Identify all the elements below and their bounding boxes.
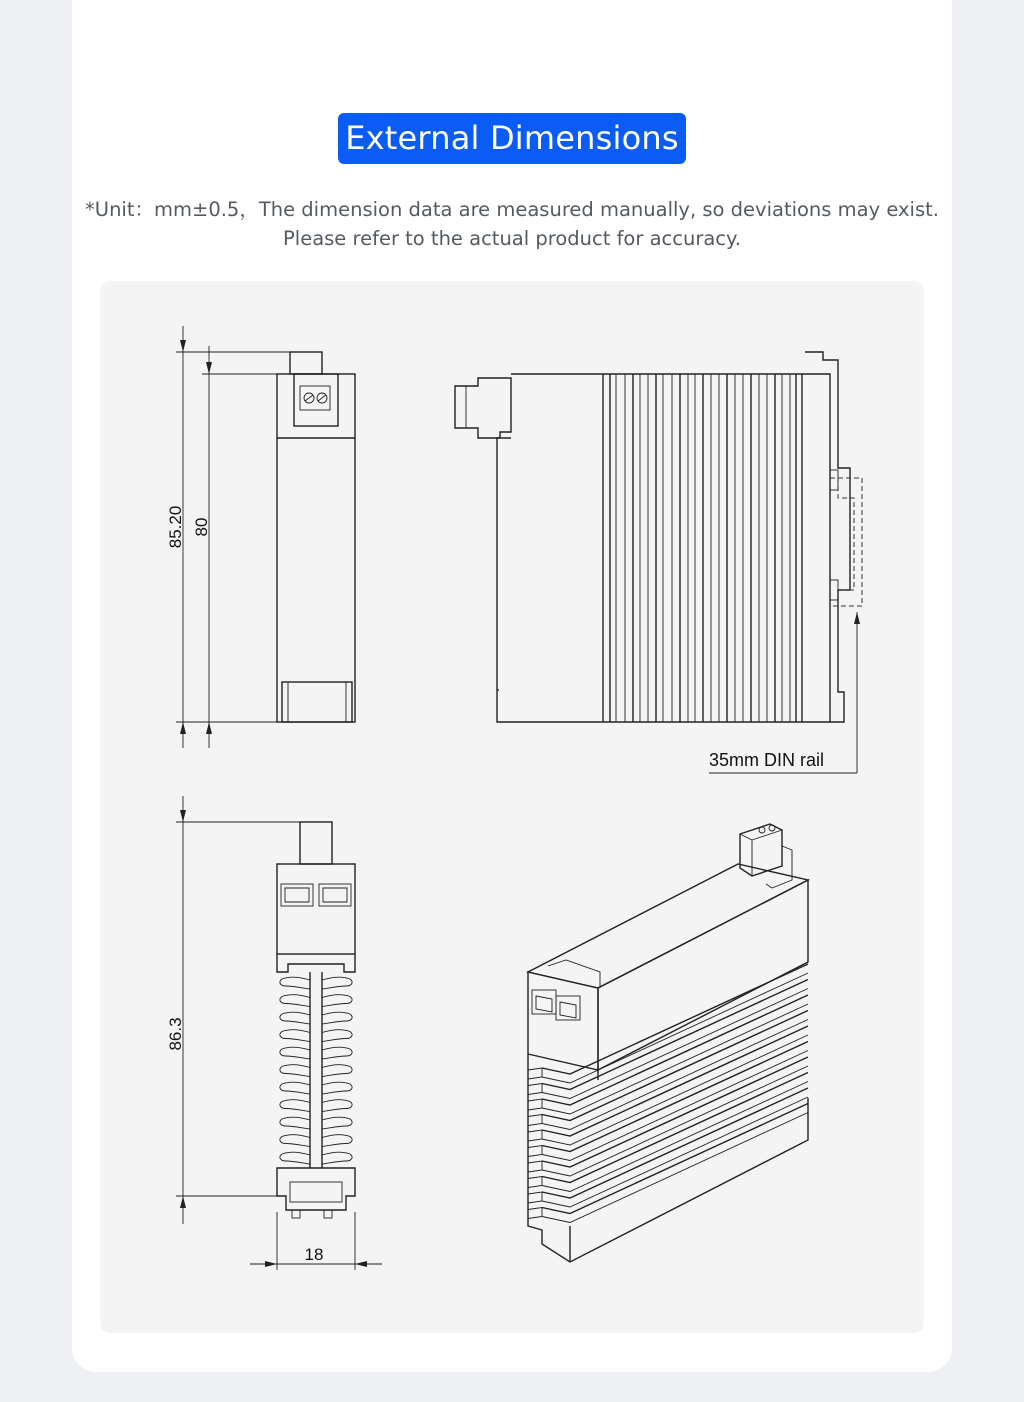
dim-height-body: 80 bbox=[192, 517, 211, 537]
heatsink-fin-right bbox=[322, 1100, 352, 1112]
heatsink-fin-left bbox=[280, 977, 310, 989]
side-view bbox=[455, 352, 862, 773]
iso-fin-edge bbox=[542, 1020, 808, 1130]
heatsink-fin-right bbox=[322, 1030, 352, 1042]
unit-note-line-1: *Unit：mm±0.5，The dimension data are measured manually, so deviations may exist. bbox=[85, 198, 939, 221]
unit-note-line-2: Please refer to the actual product for accuracy. bbox=[283, 227, 741, 250]
heatsink-fin-left bbox=[280, 1012, 310, 1024]
heatsink-fin-right bbox=[322, 1152, 352, 1164]
iso-fin-edge bbox=[542, 1097, 808, 1207]
front-view bbox=[166, 326, 355, 748]
dim-height-overall: 85.20 bbox=[166, 505, 185, 549]
iso-fin-edge bbox=[542, 1082, 808, 1192]
iso-fin-edge bbox=[542, 1113, 808, 1223]
heatsink-fin-right bbox=[322, 1135, 352, 1147]
iso-fin-tip bbox=[528, 1177, 542, 1188]
heatsink-fin-right bbox=[322, 1012, 352, 1024]
heatsink-fin-right bbox=[322, 995, 352, 1007]
heatsink-fin-left bbox=[280, 1135, 310, 1147]
iso-fin-tip bbox=[528, 1161, 542, 1172]
iso-fin-tip bbox=[528, 1068, 542, 1079]
heatsink-fin-left bbox=[280, 1030, 310, 1042]
iso-fin-tip bbox=[528, 1099, 542, 1110]
iso-fin-edge bbox=[542, 989, 808, 1099]
iso-fin bbox=[542, 964, 808, 1074]
heatsink-fin-left bbox=[280, 1152, 310, 1164]
heatsink-fin-right bbox=[322, 977, 352, 989]
heatsink-fin-right bbox=[322, 1117, 352, 1129]
iso-fin-tip bbox=[528, 1115, 542, 1126]
dim-width: 18 bbox=[304, 1245, 324, 1264]
isometric-view bbox=[528, 824, 808, 1262]
dim-depth: 86.3 bbox=[166, 1017, 185, 1051]
heatsink-fin-left bbox=[280, 1065, 310, 1077]
heatsink-fin-left bbox=[280, 1117, 310, 1129]
iso-fin-tip bbox=[528, 1208, 542, 1219]
section-title: External Dimensions bbox=[338, 113, 686, 164]
iso-fin-tip bbox=[528, 1192, 542, 1203]
heatsink-fin-right bbox=[322, 1082, 352, 1094]
iso-fin-edge bbox=[542, 1066, 808, 1176]
iso-fin-tip bbox=[528, 1146, 542, 1157]
heatsink-fin-right bbox=[322, 1065, 352, 1077]
din-rail-label: 35mm DIN rail bbox=[709, 750, 825, 770]
iso-fin-edge bbox=[542, 1004, 808, 1114]
heatsink-fin-left bbox=[280, 1100, 310, 1112]
heatsink-fin-right bbox=[322, 1047, 352, 1059]
heatsink-fin-left bbox=[280, 1047, 310, 1059]
iso-fin-tip bbox=[528, 1130, 542, 1141]
iso-fin-edge bbox=[542, 1035, 808, 1145]
iso-fin-tip bbox=[528, 1084, 542, 1095]
top-view bbox=[166, 796, 382, 1270]
heatsink-fin-left bbox=[280, 1082, 310, 1094]
heatsink-fin-left bbox=[280, 995, 310, 1007]
